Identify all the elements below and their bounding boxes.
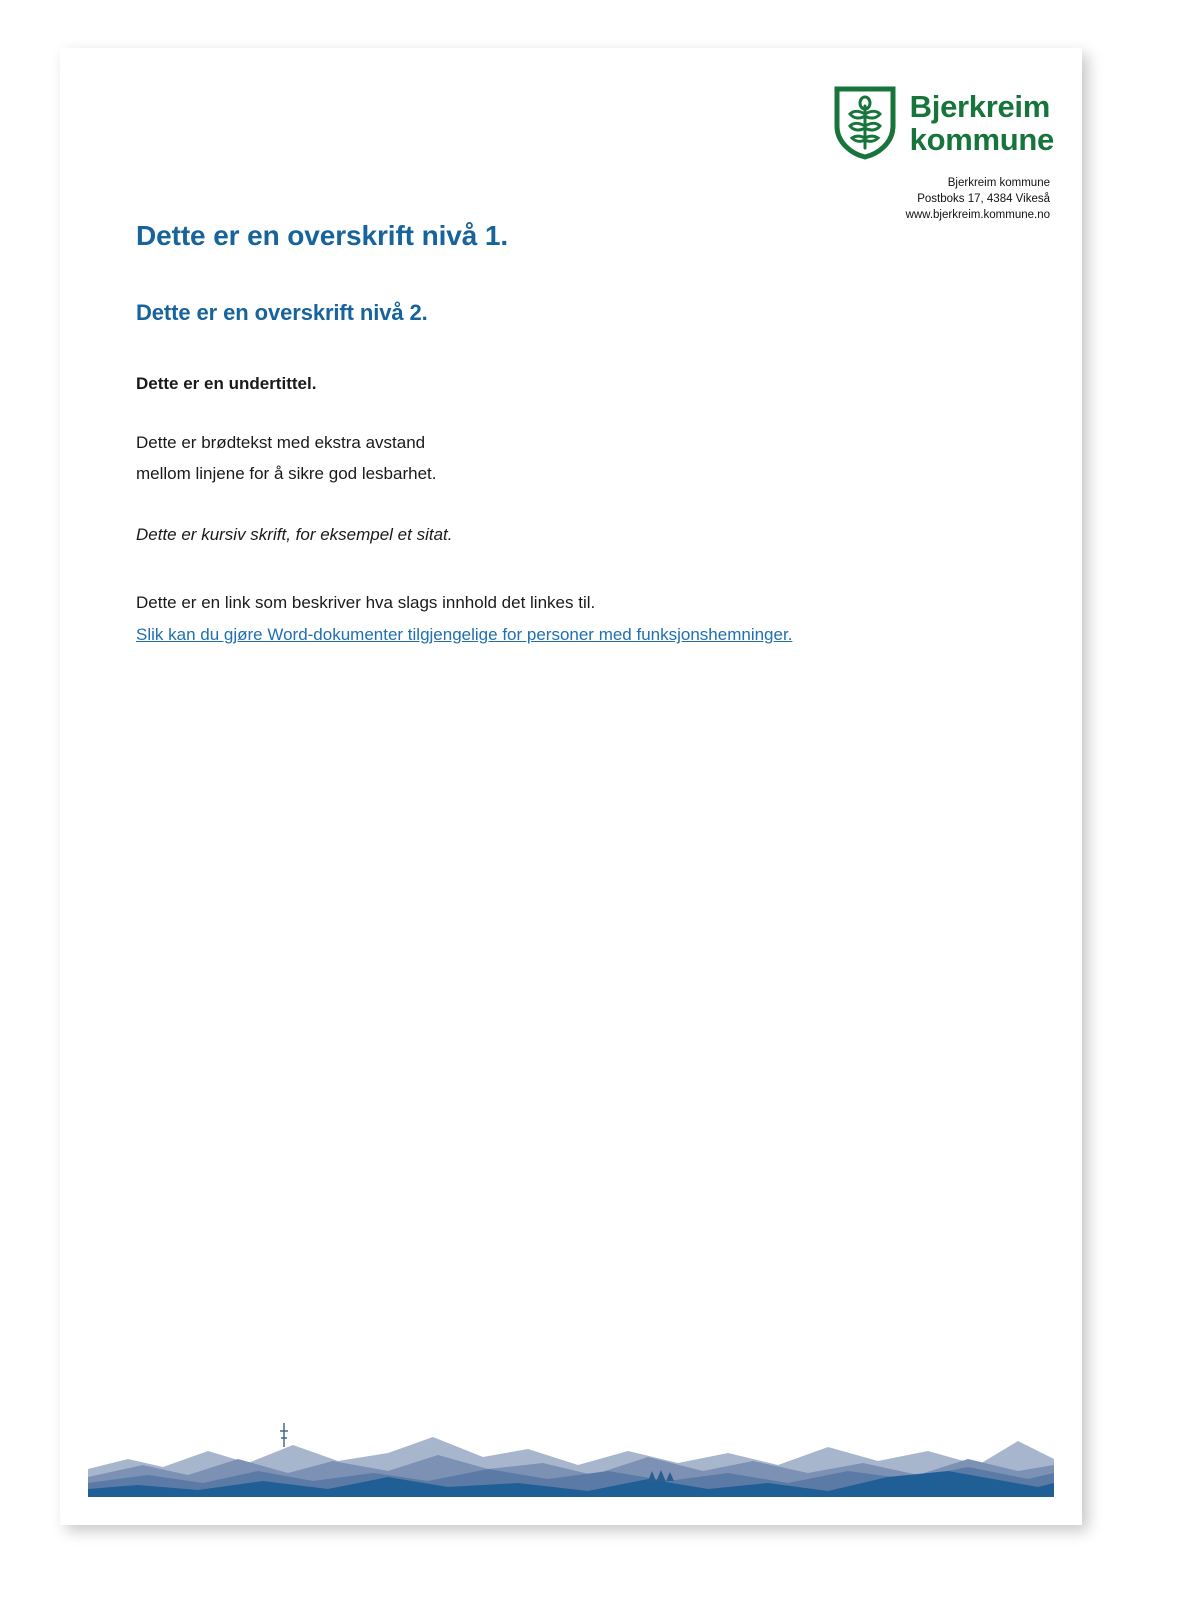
- bjerkreim-coat-of-arms-icon: [834, 86, 896, 160]
- letterhead: [694, 86, 1054, 224]
- subtitle-text: Dette er en undertittel.: [136, 374, 317, 393]
- link-description-text: Dette er en link som beskriver hva slags innhold det linkes til.: [136, 593, 596, 613]
- document-page: [60, 48, 1082, 1525]
- italic-quote-text: Dette er kursiv skrift, for eksempel et sitat.: [136, 525, 453, 545]
- organization-address: [694, 176, 1054, 224]
- address-line-postal: Postboks 17, 4384 Vikeså: [917, 192, 1050, 205]
- body-paragraph: [136, 428, 966, 489]
- address-line-organization: Bjerkreim kommune: [947, 177, 1050, 189]
- logo-wordmark-line2: kommune: [909, 122, 1054, 157]
- mountain-silhouette-footer: [88, 1407, 1054, 1497]
- document-body: [136, 220, 966, 645]
- logo-wordmark-line1: Bjerkreim: [909, 88, 1050, 124]
- logo-lockup: [694, 86, 1054, 160]
- heading-level-1: Dette er en overskrift nivå 1.: [136, 220, 509, 251]
- body-paragraph-line-2: mellom linjene for å sikre god lesbarhet.: [136, 463, 437, 483]
- accessibility-guide-link[interactable]: Slik kan du gjøre Word-dokumenter tilgjengelige for personer med funksjonshemninger.: [136, 625, 793, 645]
- address-line-website: www.bjerkreim.kommune.no: [905, 208, 1050, 221]
- radio-tower-icon: [280, 1423, 288, 1447]
- logo-wordmark: [910, 90, 1054, 157]
- heading-level-2: Dette er en overskrift nivå 2.: [136, 300, 428, 325]
- body-paragraph-line-1: Dette er brødtekst med ekstra avstand: [136, 433, 426, 452]
